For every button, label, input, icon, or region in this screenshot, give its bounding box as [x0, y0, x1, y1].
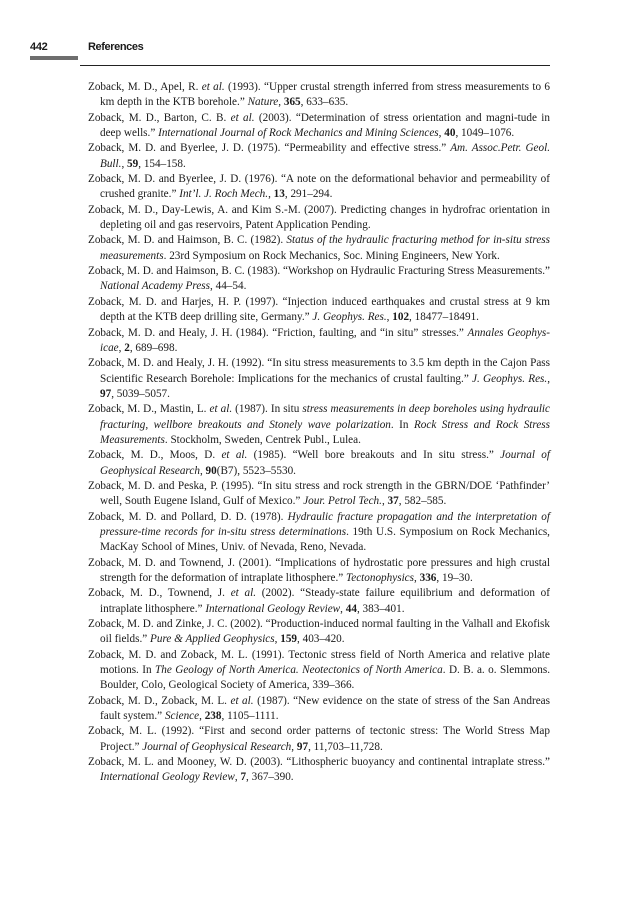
reference-text: , 1049–1076.: [455, 127, 515, 140]
reference-text: Zoback, M. D. and Healy, J. H. (1984). “Friction, faulting, and “in situ” stresses.”: [88, 326, 468, 339]
reference-volume: 365: [283, 96, 301, 109]
reference-italic-text: International Geology Review: [100, 771, 235, 784]
reference-entry: [88, 724, 550, 755]
reference-volume: 37: [387, 495, 399, 508]
reference-entry: [88, 326, 550, 357]
reference-text: ,: [278, 96, 284, 109]
reference-text: Zoback, M. D., Apel, R.: [88, 81, 202, 93]
reference-text: , 383–401.: [356, 602, 405, 615]
reference-italic-text: et al.: [230, 694, 254, 707]
reference-text: Zoback, M. D., Zoback, M. L.: [88, 694, 231, 707]
reference-entry: [88, 648, 550, 694]
reference-text: ,: [414, 572, 420, 584]
reference-entry: [88, 755, 550, 786]
reference-entry: [88, 448, 550, 479]
reference-volume: 336: [419, 572, 437, 584]
reference-italic-text: Int’l. J. Roch Mech.: [179, 188, 269, 201]
reference-italic-text: et al.: [221, 449, 248, 462]
reference-italic-text: et al.: [230, 111, 255, 124]
reference-italic-text: Nature: [247, 96, 279, 109]
reference-text: , 44–54.: [210, 280, 247, 293]
reference-volume: 44: [345, 602, 357, 615]
reference-volume: 159: [280, 633, 297, 646]
reference-italic-text: Science: [164, 710, 200, 723]
reference-entry: [88, 694, 550, 725]
section-title: References: [88, 41, 144, 53]
reference-text: ,: [121, 157, 128, 170]
reference-text: Zoback, M. D., Mastin, L.: [88, 403, 210, 416]
reference-text: (1993). “Upper crustal strength inferred from stress measurements to 6 km depth in the KTB borehole.”: [100, 81, 550, 109]
reference-text: Zoback, M. D. and Haimson, B. C. (1982).: [88, 234, 287, 247]
reference-italic-text: The Geology of North America. Neotectonics of North America: [155, 664, 443, 677]
reference-text: . Stockholm, Sweden, Centrek Publ., Lulea.: [164, 433, 361, 446]
reference-text: ,: [381, 495, 388, 508]
reference-entry: [88, 203, 550, 234]
page-number-bar: [30, 56, 78, 60]
reference-italic-text: Hydraulic fracture propagation and the interpretation of pressure-time records for in-situ stress determinations: [100, 510, 550, 538]
reference-text: Zoback, M. D. and Harjes, H. P. (1997). “Injection induced earthquakes and crustal stress at 9 km depth at the KTB deep drilling site, Germany.”: [88, 295, 550, 324]
reference-entry: [88, 479, 550, 510]
reference-text: . In: [390, 418, 414, 431]
reference-entry: [88, 402, 550, 448]
reference-text: Zoback, M. D., Moos, D.: [88, 449, 222, 462]
reference-volume: 2: [124, 341, 130, 354]
reference-entry: [88, 617, 550, 648]
reference-text: (1987). In situ: [232, 403, 303, 416]
reference-text: ,: [234, 771, 241, 784]
reference-text: . D. B. a. o. Slemmons. Boulder, Colo, Geological Society of America, 339–366.: [100, 664, 550, 692]
reference-italic-text: Am. Assoc.Petr. Geol. Bull.: [100, 142, 550, 170]
reference-text: ,: [274, 633, 281, 646]
reference-text: , 11,703–11,728.: [308, 740, 383, 753]
reference-text: , 403–420.: [297, 633, 345, 646]
reference-volume: 40: [444, 127, 456, 140]
reference-text: Zoback, M. D., Barton, C. B.: [88, 111, 231, 124]
reference-italic-text: Annales Geophys-icae: [100, 326, 550, 354]
reference-entry: [88, 556, 550, 587]
reference-text: ,: [118, 341, 125, 354]
reference-text: ,: [268, 188, 274, 201]
reference-list: [88, 80, 550, 786]
reference-text: ,: [386, 311, 393, 324]
reference-entry: [88, 111, 550, 142]
reference-text: Zoback, M. D., Townend, J.: [88, 587, 231, 600]
reference-entry: [88, 356, 550, 402]
reference-italic-text: Pure & Applied Geophysics: [150, 633, 275, 646]
reference-text: , 1105–1111.: [221, 710, 279, 723]
reference-text: Zoback, M. D. and Byerlee, J. D. (1976). “A note on the deformational behavior and permeability of crushed granite.”: [88, 173, 550, 201]
reference-italic-text: National Academy Press: [100, 280, 210, 293]
reference-text: , 19–30.: [436, 572, 473, 584]
reference-text: Zoback, M. D. and Townend, J. (2001). “Implications of hydrostatic pore pressures and high crustal strength for the deformation of intraplate lithosphere.”: [88, 556, 550, 584]
header-rule: [80, 65, 550, 66]
reference-entry: [88, 510, 550, 556]
reference-text: (B7), 5523–5530.: [216, 464, 296, 477]
reference-volume: 59: [127, 157, 139, 170]
reference-text: , 5039–5057.: [111, 387, 170, 400]
reference-text: ,: [340, 602, 346, 615]
reference-text: ,: [291, 740, 297, 753]
reference-volume: 238: [204, 710, 222, 723]
reference-italic-text: et al.: [209, 403, 233, 416]
reference-text: , 291–294.: [284, 188, 333, 201]
reference-text: Zoback, M. D. and Healy, J. H. (1992). “In situ stress measurements to 3.5 km depth in the Cajon Pass Scientific Research Borehole: Implications for the mechanics of crustal faulting.”: [88, 357, 550, 385]
reference-italic-text: Journal of Geophysical Research: [100, 449, 550, 477]
reference-italic-text: Tectonophysics: [346, 572, 414, 584]
reference-entry: [88, 295, 550, 326]
reference-italic-text: Jour. Petrol Tech.: [303, 495, 382, 508]
reference-entry: [88, 233, 550, 264]
reference-volume: 102: [392, 311, 410, 324]
reference-text: (2002). “Steady-state failure equilibrium and deformation of intraplate lithosphere.”: [100, 587, 551, 615]
reference-italic-text: International Journal of Rock Mechanics and Mining Sciences: [158, 127, 439, 140]
reference-text: ,: [438, 127, 445, 140]
page-number: 442: [30, 41, 48, 53]
reference-text: . 19th U.S. Symposium on Rock Mechanics, MacKay School of Mines, Univ. of Nevada, Reno, Nevada.: [100, 525, 550, 554]
reference-text: Zoback, M. D. and Peska, P. (1995). “In situ stress and rock strength in the GBRN/DOE ‘Pathfinder’ well, South Eugene Island, Gulf of Mexico.”: [88, 479, 550, 508]
reference-italic-text: International Geology Review: [205, 602, 341, 615]
reference-text: Zoback, M. D. and Pollard, D. D. (1978).: [88, 510, 288, 523]
reference-text: ,: [199, 710, 205, 723]
reference-text: , 154–158.: [138, 157, 186, 170]
reference-entry: [88, 586, 550, 617]
reference-italic-text: stress measurements in deep boreholes using hydraulic fracturing, wellbore breakouts and Stonely wave polarization: [100, 403, 551, 431]
reference-text: (1987). “New evidence on the state of stress of the San Andreas fault system.”: [100, 694, 550, 723]
reference-volume: 97: [296, 740, 309, 753]
reference-text: Zoback, M. D., Day-Lewis, A. and Kim S.-M. (2007). Predicting changes in hydrofrac orientation in depleting oil and gas reservoirs, Patent Application Pending.: [88, 203, 550, 232]
reference-volume: 90: [205, 464, 217, 477]
reference-italic-text: et al.: [230, 587, 257, 600]
reference-text: Zoback, M. D. and Zinke, J. C. (2002). “Production-induced normal faulting in the Valhall and Ekofisk oil fields.”: [88, 618, 550, 646]
reference-entry: [88, 141, 550, 172]
reference-text: ,: [199, 464, 206, 477]
reference-text: ,: [547, 372, 550, 385]
reference-entry: [88, 80, 550, 111]
reference-text: (2003). “Determination of stress orientation and magni-tude in deep wells.”: [100, 111, 550, 140]
reference-text: Zoback, M. D. and Haimson, B. C. (1983). “Workshop on Hydraulic Fracturing Stress Measurements.”: [88, 265, 550, 278]
reference-text: , 582–585.: [398, 495, 447, 508]
reference-text: , 633–635.: [300, 96, 349, 109]
reference-italic-text: Journal of Geophysical Research: [142, 740, 292, 753]
reference-text: , 689–698.: [129, 341, 178, 354]
reference-volume: 97: [100, 387, 112, 400]
reference-entry: [88, 264, 550, 295]
reference-entry: [88, 172, 550, 203]
reference-text: , 367–390.: [246, 771, 294, 784]
reference-italic-text: et al.: [201, 81, 225, 93]
reference-text: (1985). “Well bore breakouts and In situ stress.”: [247, 449, 501, 462]
reference-text: Zoback, M. D. and Byerlee, J. D. (1975). “Permeability and effective stress.”: [88, 142, 451, 155]
reference-italic-text: J. Geophys. Res.: [312, 311, 387, 324]
reference-text: Zoback, M. D. and Zoback, M. L. (1991). Tectonic stress field of North America and relative plate motions. In: [88, 648, 550, 677]
reference-text: . 23rd Symposium on Rock Mechanics, Soc. Mining Engineers, New York.: [163, 249, 500, 262]
reference-volume: 13: [273, 188, 285, 201]
reference-text: Zoback, M. L. and Mooney, W. D. (2003). “Lithospheric buoyancy and continental intraplate stress.”: [88, 756, 550, 769]
reference-italic-text: J. Geophys. Res.: [472, 372, 548, 385]
reference-italic-text: Rock Stress and Rock Stress Measurements: [100, 418, 551, 446]
reference-text: Zoback, M. L. (1992). “First and second order patterns of tectonic stress: The World Stress Map Project.”: [88, 725, 550, 753]
reference-volume: 7: [240, 771, 247, 784]
reference-text: , 18477–18491.: [409, 311, 479, 324]
reference-italic-text: Status of the hydraulic fracturing method for in-situ stress measurements: [100, 234, 551, 262]
